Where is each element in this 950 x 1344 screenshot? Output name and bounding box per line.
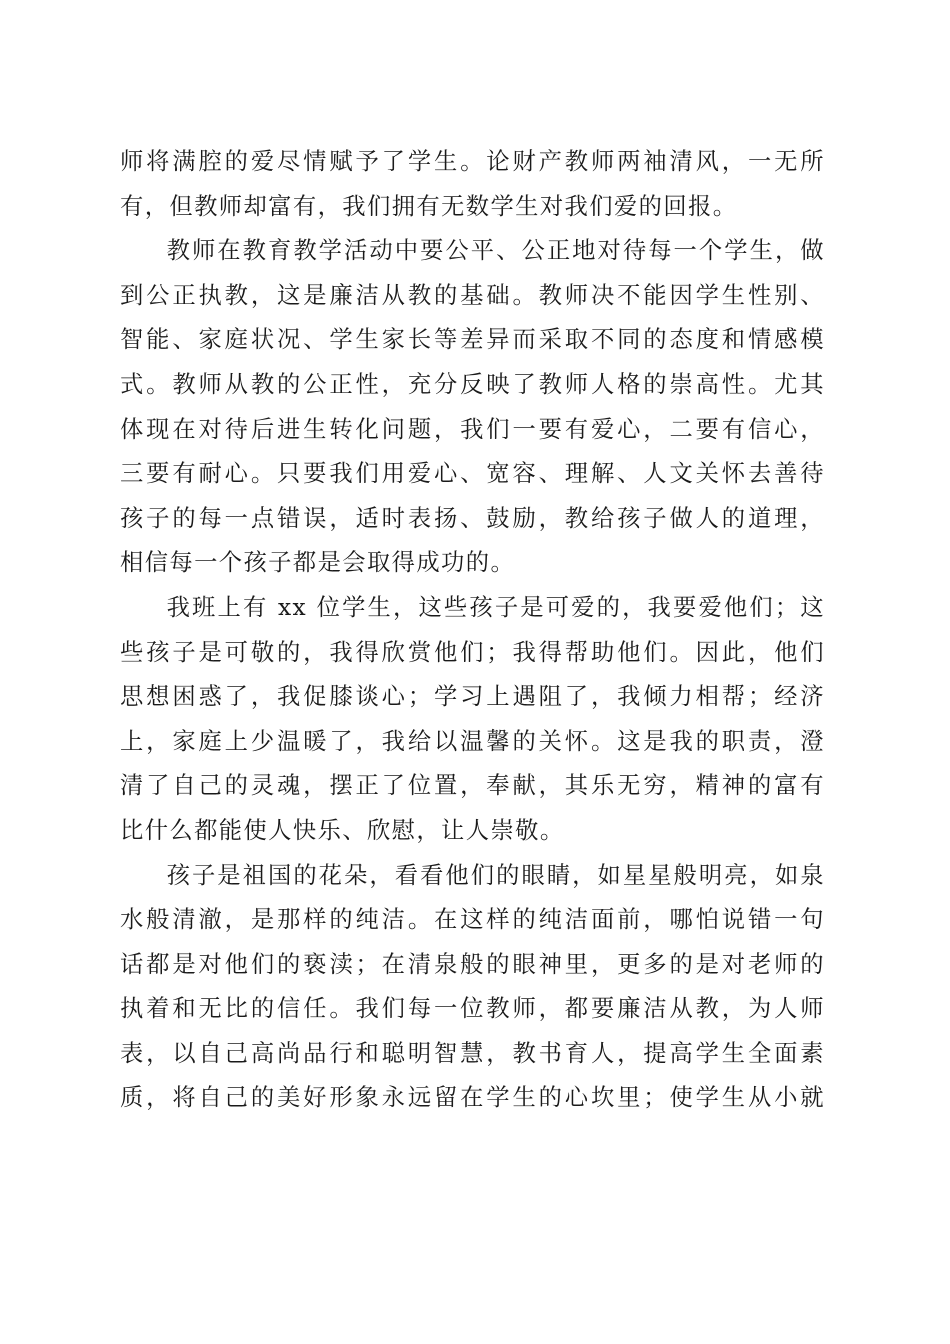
paragraph: [120, 586, 825, 854]
text-line: 相信每一个孩子都是会取得成功的。: [120, 549, 516, 577]
paragraph: [120, 140, 825, 229]
text-line: 比什么都能使人快乐、欣慰，让人崇敬。: [120, 816, 565, 844]
text-line: 式。教师从教的公正性，充分反映了教师人格的崇高性。尤其: [120, 370, 825, 398]
text-line: 我班上有 xx 位学生，这些孩子是可爱的，我要爱他们；这: [166, 593, 825, 621]
text-line: 清了自己的灵魂，摆正了位置，奉献，其乐无穷，精神的富有: [120, 772, 825, 800]
text-line: 质，将自己的美好形象永远留在学生的心坎里；使学生从小就: [120, 1084, 825, 1112]
paragraph: [120, 854, 825, 1122]
text-line: 表，以自己高尚品行和聪明智慧，教书育人，提高学生全面素: [120, 1039, 825, 1067]
body-text: [120, 140, 825, 1121]
text-line: 有，但教师却富有，我们拥有无数学生对我们爱的回报。: [120, 192, 738, 220]
text-line: 思想困惑了，我促膝谈心；学习上遇阻了，我倾力相帮；经济: [120, 683, 825, 711]
paragraph: [120, 229, 825, 586]
text-line: 体现在对待后进生转化问题，我们一要有爱心，二要有信心，: [120, 415, 825, 443]
text-line: 孩子是祖国的花朵，看看他们的眼睛，如星星般明亮，如泉: [166, 861, 825, 889]
text-line: 话都是对他们的亵渎；在清泉般的眼神里，更多的是对老师的: [120, 950, 825, 978]
text-line: 孩子的每一点错误，适时表扬、鼓励，教给孩子做人的道理，: [120, 504, 825, 532]
text-line: 三要有耐心。只要我们用爱心、宽容、理解、人文关怀去善待: [120, 460, 825, 488]
text-line: 师将满腔的爱尽情赋予了学生。论财产教师两袖清风，一无所: [120, 148, 825, 175]
text-line: 智能、家庭状况、学生家长等差异而采取不同的态度和情感模: [120, 326, 825, 354]
text-line: 上，家庭上少温暖了，我给以温馨的关怀。这是我的职责，澄: [120, 727, 825, 755]
text-line: 些孩子是可敬的，我得欣赏他们；我得帮助他们。因此，他们: [120, 638, 825, 666]
text-line: 执着和无比的信任。我们每一位教师，都要廉洁从教，为人师: [120, 995, 825, 1023]
text-line: 教师在教育教学活动中要公平、公正地对待每一个学生，做: [166, 237, 825, 265]
text-line: 到公正执教，这是廉洁从教的基础。教师决不能因学生性别、: [120, 281, 825, 309]
text-line: 水般清澈，是那样的纯洁。在这样的纯洁面前，哪怕说错一句: [120, 906, 825, 934]
